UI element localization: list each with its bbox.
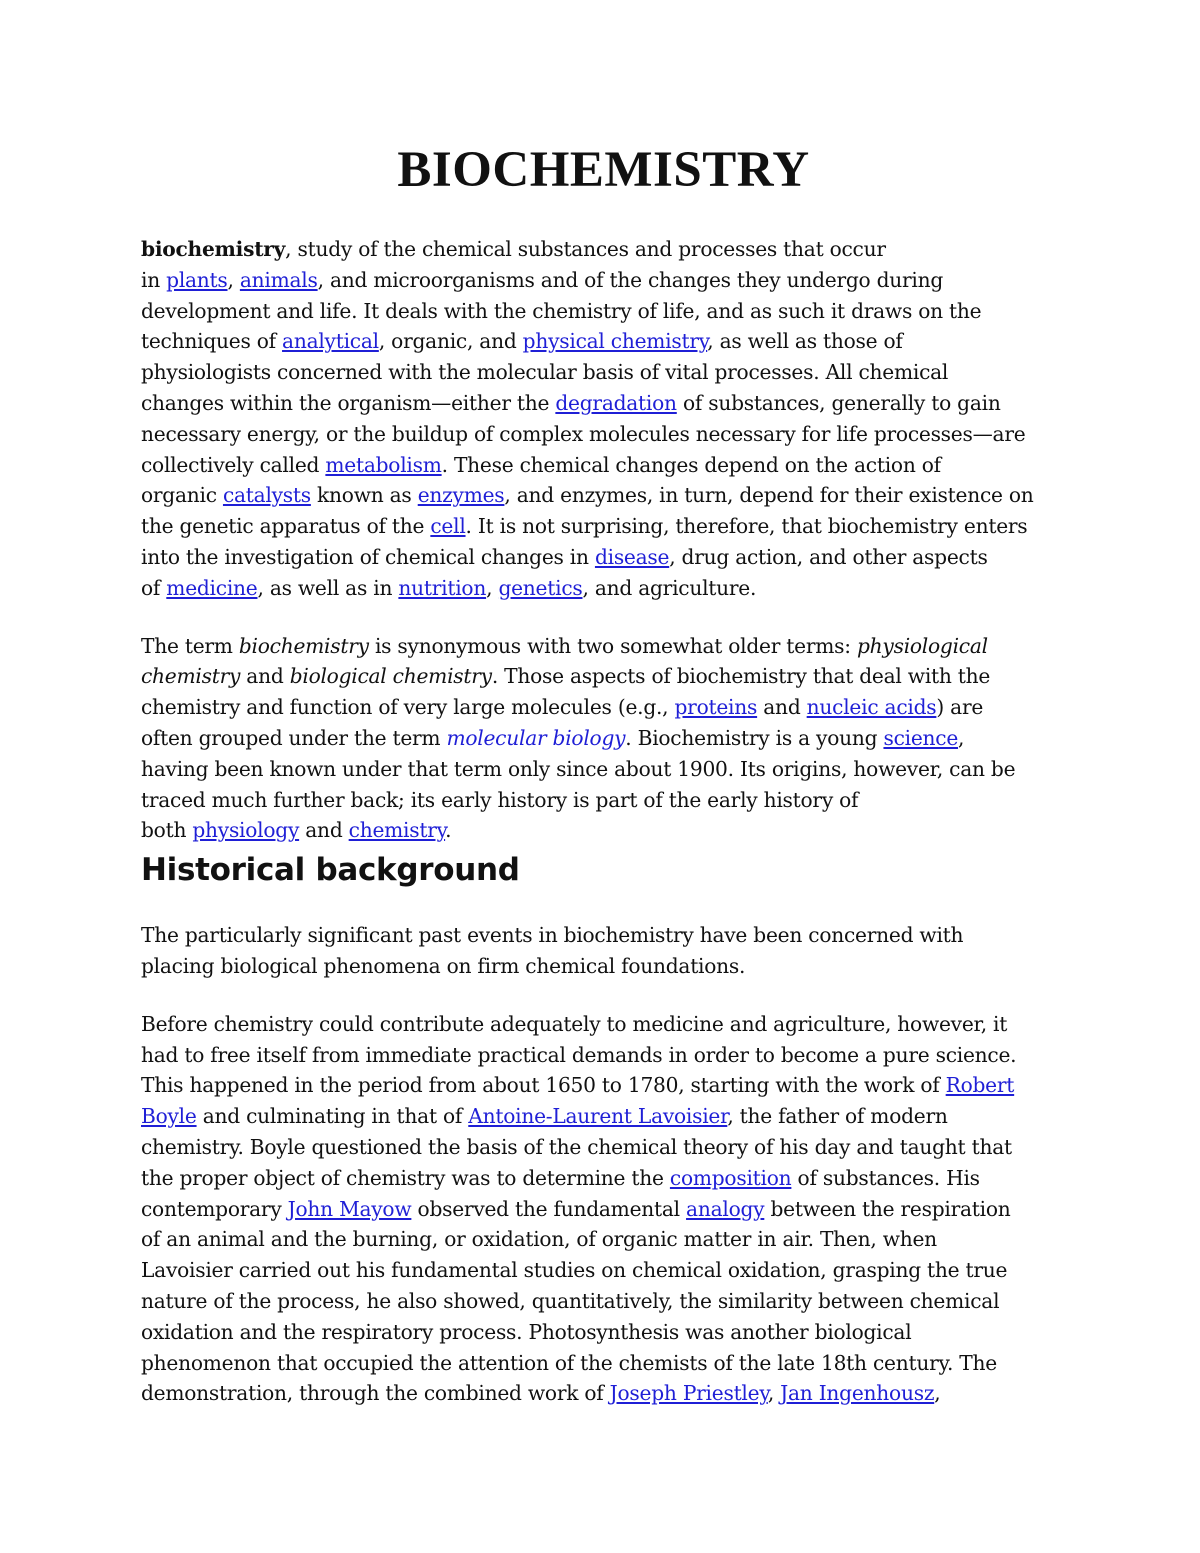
text: , the father of modern: [727, 1104, 948, 1129]
link-analytical[interactable]: analytical: [282, 329, 379, 354]
text: .: [445, 818, 452, 843]
text: demonstration, through the combined work of: [141, 1381, 610, 1406]
text: between the respiration: [764, 1196, 1011, 1221]
link-medicine[interactable]: medicine: [166, 575, 258, 600]
intro-line-3: development and life. It deals with the chemistry of life, and as such it draws on the: [141, 298, 982, 323]
hist2-line-5: chemistry. Boyle questioned the basis of the chemical theory of his day and taught that: [141, 1134, 1012, 1159]
text: , organic, and: [378, 329, 523, 354]
link-nucleic-acids[interactable]: nucleic acids: [806, 695, 937, 720]
hist2-line-8: of an animal and the burning, or oxidation, of organic matter in air. Then, when: [141, 1227, 937, 1252]
intro-paragraph: [141, 234, 1066, 604]
hist2-line-10: nature of the process, he also showed, quantitatively, the similarity between chemical: [141, 1288, 1000, 1313]
terms-line-6: traced much further back; its early history is part of the early history of: [141, 787, 859, 812]
intro-line-11: [141, 542, 1066, 573]
text: . These chemical changes depend on the action of: [441, 452, 941, 477]
terms-line-2: [141, 661, 1066, 692]
link-lavoisier[interactable]: Antoine-Laurent Lavoisier: [468, 1104, 728, 1129]
page-title: BIOCHEMISTRY: [397, 142, 810, 198]
text: ) are: [936, 695, 984, 720]
text: ,: [486, 575, 499, 600]
text: organic: [141, 483, 223, 508]
text: , and microorganisms and of the changes they undergo during: [317, 267, 944, 292]
hist1-line-2: placing biological phenomena on firm chemical foundations.: [141, 953, 746, 978]
terms-line-5: having been known under that term only since about 1900. Its origins, however, can be: [141, 756, 1016, 781]
text: . Those aspects of biochemistry that deal with the: [491, 664, 991, 689]
italic-chemistry: chemistry: [141, 664, 241, 689]
intro-line-5: physiologists concerned with the molecular basis of vital processes. All chemical: [141, 360, 949, 385]
text: changes within the organism—either the: [141, 390, 556, 415]
link-degradation[interactable]: degradation: [555, 390, 677, 415]
hist2-line-9: Lavoisier carried out his fundamental studies on chemical oxidation, grasping the true: [141, 1258, 1008, 1283]
text: collectively called: [141, 452, 326, 477]
text: and: [757, 695, 807, 720]
intro-line-4: [141, 326, 1066, 357]
text: chemistry and function of very large molecules (e.g.,: [141, 695, 675, 720]
terms-line-4: [141, 723, 1066, 754]
text: often grouped under the term: [141, 725, 447, 750]
text: of substances. His: [791, 1165, 980, 1190]
link-john-mayow[interactable]: John Mayow: [287, 1196, 412, 1221]
hist1-line-1: The particularly significant past events in biochemistry have been concerned with: [141, 923, 964, 948]
hist2-line-11: oxidation and the respiratory process. Photosynthesis was another biological: [141, 1319, 912, 1344]
text: This happened in the period from about 1650 to 1780, starting with the work of: [141, 1073, 946, 1098]
text: ,: [227, 267, 240, 292]
italic-biological-chemistry: biological chemistry: [289, 664, 492, 689]
link-molecular-biology[interactable]: molecular biology: [446, 725, 626, 750]
link-disease[interactable]: disease: [594, 544, 670, 569]
text: both: [141, 818, 193, 843]
section-heading-historical: Historical background: [141, 852, 520, 889]
link-robert-boyle-part2[interactable]: Boyle: [141, 1104, 197, 1129]
link-genetics[interactable]: genetics: [498, 575, 583, 600]
text: in: [141, 267, 167, 292]
link-nutrition[interactable]: nutrition: [398, 575, 487, 600]
link-catalysts[interactable]: catalysts: [222, 483, 311, 508]
text: ,: [767, 1381, 781, 1406]
italic-biochemistry: biochemistry: [238, 633, 369, 658]
text: the proper object of chemistry was to determine the: [141, 1165, 670, 1190]
link-proteins[interactable]: proteins: [674, 695, 758, 720]
link-composition[interactable]: composition: [669, 1165, 792, 1190]
link-analogy[interactable]: analogy: [686, 1196, 765, 1221]
terms-line-3: [141, 692, 1066, 723]
text: . Biochemistry is a young: [625, 725, 884, 750]
text: and: [240, 664, 290, 689]
hist2-line-12: phenomenon that occupied the attention of the chemists of the late 18th century. The: [141, 1350, 997, 1375]
hist2-line-6: [141, 1163, 1066, 1194]
text: and: [299, 818, 349, 843]
historical-paragraph-1: [141, 920, 1066, 982]
text: , drug action, and other aspects: [669, 544, 988, 569]
intro-line-12: [141, 573, 1066, 604]
term-bold: biochemistry: [141, 237, 286, 261]
historical-paragraph-2: [141, 1009, 1066, 1409]
link-plants[interactable]: plants: [166, 267, 228, 292]
text: ,: [958, 725, 965, 750]
text: and culminating in that of: [196, 1104, 469, 1129]
hist2-line-7: [141, 1194, 1066, 1225]
link-animals[interactable]: animals: [239, 267, 318, 292]
hist2-line-1: Before chemistry could contribute adequately to medicine and agriculture, however, it: [141, 1011, 1008, 1036]
hist2-line-4: [141, 1101, 1066, 1132]
document-page: [141, 140, 1066, 1436]
link-joseph-priestley[interactable]: Joseph Priestley: [609, 1381, 768, 1406]
text: , and agriculture.: [582, 575, 757, 600]
text: The term: [141, 633, 239, 658]
text: of: [141, 575, 167, 600]
text: . It is not surprising, therefore, that biochemistry enters: [465, 514, 1028, 539]
link-chemistry[interactable]: chemistry: [348, 818, 446, 843]
text: techniques of: [141, 329, 283, 354]
link-physiology[interactable]: physiology: [192, 818, 300, 843]
italic-physiological: physiological: [857, 633, 988, 658]
hist2-line-13: [141, 1378, 1066, 1409]
link-physical-chemistry[interactable]: physical chemistry: [522, 329, 708, 354]
text: into the investigation of chemical changes in: [141, 544, 595, 569]
text: ,: [934, 1381, 941, 1406]
text: the genetic apparatus of the: [141, 514, 431, 539]
intro-line-6: [141, 388, 1066, 419]
text: known as: [310, 483, 418, 508]
hist2-line-3: [141, 1070, 1066, 1101]
link-science[interactable]: science: [883, 725, 959, 750]
text: observed the fundamental: [411, 1196, 687, 1221]
text: contemporary: [141, 1196, 288, 1221]
intro-line-7: necessary energy, or the buildup of complex molecules necessary for life processes—are: [141, 421, 1026, 446]
terms-line-1: [141, 631, 1066, 662]
terms-paragraph: [141, 631, 1066, 847]
intro-line-2: [141, 265, 1066, 296]
text: , as well as in: [257, 575, 399, 600]
intro-line-1: [141, 234, 1066, 265]
text: , study of the chemical substances and processes that occur: [285, 237, 886, 261]
terms-line-7: [141, 815, 1066, 846]
link-metabolism[interactable]: metabolism: [325, 452, 442, 477]
intro-line-10: [141, 511, 1066, 542]
text: of substances, generally to gain: [676, 390, 1001, 415]
link-enzymes[interactable]: enzymes: [417, 483, 505, 508]
text: , and enzymes, in turn, depend for their existence on: [504, 483, 1034, 508]
link-cell[interactable]: cell: [430, 514, 466, 539]
intro-line-8: [141, 450, 1066, 481]
link-robert-boyle-part1[interactable]: Robert: [945, 1073, 1015, 1098]
hist2-line-2: had to free itself from immediate practical demands in order to become a pure science.: [141, 1042, 1017, 1067]
intro-line-9: [141, 480, 1066, 511]
text: , as well as those of: [707, 329, 903, 354]
link-jan-ingenhousz[interactable]: Jan Ingenhousz: [780, 1381, 935, 1406]
text: is synonymous with two somewhat older terms:: [368, 633, 857, 658]
